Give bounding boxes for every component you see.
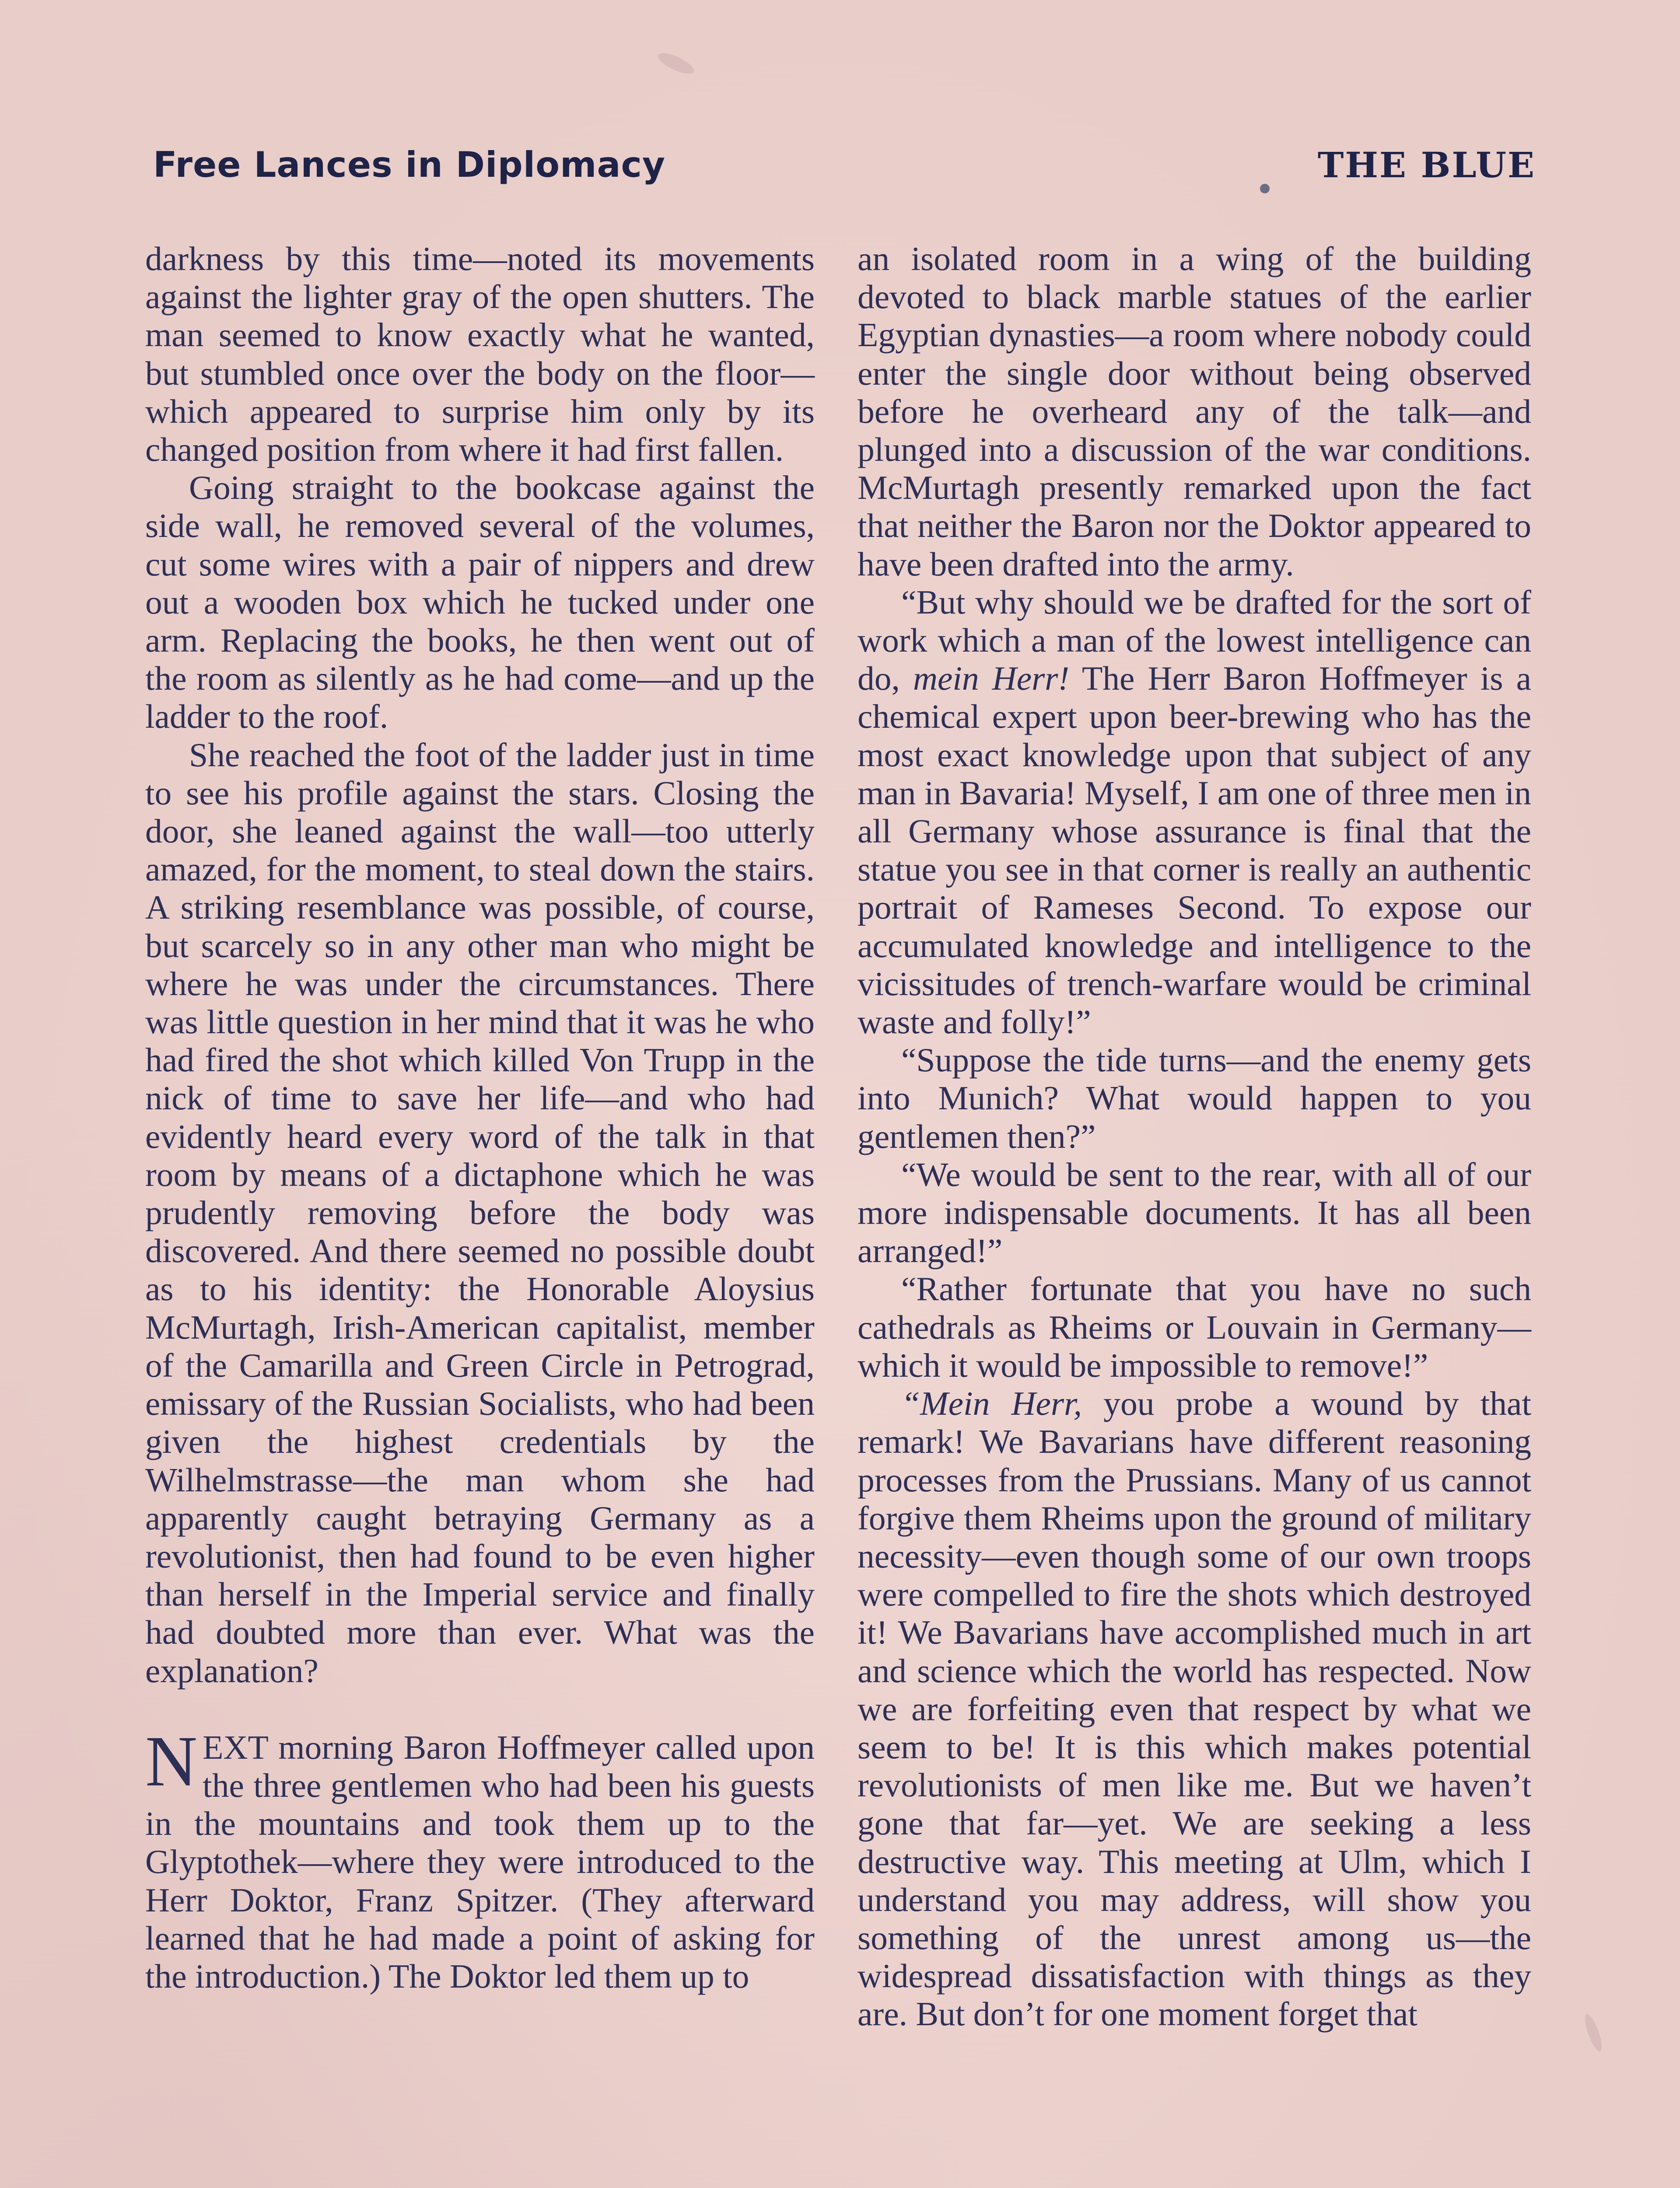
paragraph-text: The Herr Baron Hoffmeyer is a chemical expert upon beer-brewing who has the most exact knowledge upon that subject of any man in Bavaria! Myself, I am one of three men in all Germany whose assurance is final that the statue you see in that corner is really an authentic portrait of Rameses Second. To expose our accumulated knowledge and intelligence to the vicissitudes of trench-warfare would be criminal waste and folly!” (858, 659, 1531, 1041)
paragraph: Going straight to the bookcase against the side wall, he removed several of the volumes, cut some wires with a pair of nippers and drew out a wooden box which he tucked under one arm. Replacing the books, he then went out of the room as silently as he had come—and up the ladder to the roof. (145, 469, 815, 736)
paragraph: darkness by this time—noted its movements against the lighter gray of the open shutters. The man seemed to know exactly what he wanted, but stumbled once over the body on the floor—which appeared to surprise him only by its changed position from where it had first fallen. (145, 240, 815, 469)
paragraph-text: you probe a wound by that remark! We Bavarians have different reasoning processes from the Prussians. Many of us cannot forgive them Rheims upon the ground of military necessity—even though some of our own troops were compelled to fire the shots which destroyed it! We Bavarians have accomplished much in art and science which the world has respected. Now we are forfeiting even that respect by what we seem to be! It is this which makes potential revolutionists of men like me. But we haven’t gone that far—yet. We are seeking a less destructive way. This meeting at Ulm, which I understand you may address, will show you something of the unrest among us—the widespread dissatisfaction with things as they are. But don’t for one moment forget that (858, 1385, 1531, 2033)
paper-smudge (1582, 2013, 1605, 2053)
paragraph-text: “But why should we be drafted for the sort of work which a man of the lowest intelligence can do, (858, 583, 1531, 698)
running-head-magazine: THE BLUE (1317, 144, 1536, 186)
paragraph: “Suppose the tide turns—and the enemy gets into Munich? What would happen to you gentlemen then?” (858, 1041, 1531, 1155)
running-head-title: Free Lances in Diplomacy (153, 144, 666, 185)
paragraph: “Rather fortunate that you have no such cathedrals as Rheims or Louvain in Germany—which it would be impossible to remove!” (858, 1270, 1531, 1384)
right-text-column (858, 240, 1531, 2034)
paragraph (858, 583, 1531, 1041)
header-dot (1260, 184, 1270, 193)
left-text-column (145, 240, 815, 1995)
paper-smudge (655, 49, 696, 77)
paragraph: “We would be sent to the rear, with all of our more indispensable documents. It has all been arranged!” (858, 1155, 1531, 1270)
paragraph: She reached the foot of the ladder just in time to see his profile against the stars. Closing the door, she leaned against the wall—too utterly amazed, for the moment, to steal down the stairs. A striking resemblance was possible, of course, but scarcely so in any other man who might be where he was under the circumstances. There was little question in her mind that it was he who had fired the shot which killed Von Trupp in the nick of time to save her life—and who had evidently heard every word of the talk in that room by means of a dictaphone which he was prudently removing before the body was discovered. And there seemed no possible doubt as to his identity: the Honorable Aloysius McMurtagh, Irish-American capitalist, member of the Camarilla and Green Circle in Petrograd, emissary of the Russian Socialists, who had been given the highest credentials by the Wilhelmstrasse—the man whom she had apparently caught betraying Germany as a revolutionist, then had found to be even higher than herself in the Imperial service and finally had doubted more than ever. What was the explanation? (145, 736, 815, 1690)
paragraph: an isolated room in a wing of the building devoted to black marble statues of the earlier Egyptian dynasties—a room where nobody could enter the single door without being observed before he overheard any of the talk—and plunged into a discussion of the war conditions. McMurtagh presently remarked upon the fact that neither the Baron nor the Doktor appeared to have been drafted into the army. (858, 240, 1531, 583)
drop-cap-letter: N (145, 1721, 198, 1801)
paragraph (858, 1385, 1531, 2033)
italic-phrase: mein Herr! (913, 659, 1070, 698)
paragraph-text: EXT morning Baron Hoffmeyer called upon the three gentlemen who had been his guests in the mountains and took them up to the Glyptothek—where they were introduced to the Herr Doktor, Franz Spitzer. (They afterward learned that he had made a point of asking for the introduction.) The Doktor led them up to (145, 1728, 815, 1995)
section-opening-paragraph (145, 1721, 815, 1995)
italic-phrase: “Mein Herr, (901, 1385, 1082, 1423)
